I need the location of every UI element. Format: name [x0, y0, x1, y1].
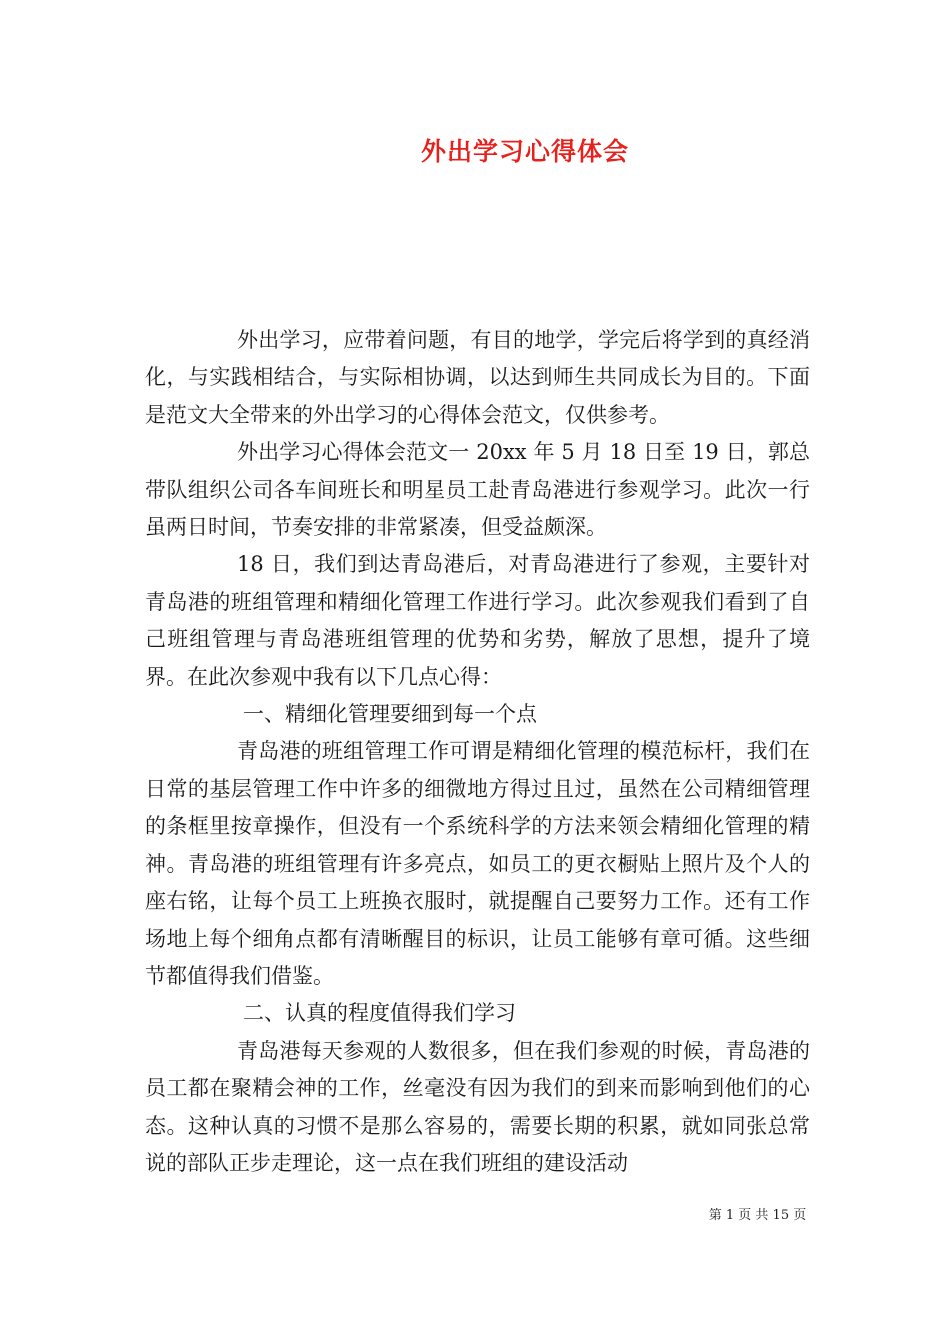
section-heading-1: 一、精细化管理要细到每一个点 — [243, 702, 537, 727]
paragraph-intro: 外出学习，应带着问题，有目的地学，学完后将学到的真经消化，与实践相结合，与实际相协调，以达到师生共同成长为目的。下面是范文大全带来的外出学习的心得体会范文，仅供参考。 — [145, 328, 810, 427]
paragraph-section-2: 青岛港每天参观的人数很多，但在我们参观的时候，青岛港的员工都在聚精会神的工作，丝毫没有因为我们的到来而影响到他们的心态。这种认真的习惯不是那么容易的，需要长期的积累，就如同张总常说的部队正步走理论，这一点在我们班组的建设活动 — [145, 1038, 810, 1175]
section-heading-2: 二、认真的程度值得我们学习 — [243, 1001, 516, 1026]
paragraph-sample-one: 外出学习心得体会范文一 20xx 年 5 月 18 日至 19 日，郭总带队组织公司各车间班长和明星员工赴青岛港进行参观学习。此次一行虽两日时间，节奏安排的非常紧凑，但受益颇深。 — [145, 440, 810, 540]
document-body — [145, 322, 810, 1182]
page-number: 第 1 页 共 15 页 — [708, 1208, 807, 1223]
paragraph-section-1: 青岛港的班组管理工作可谓是精细化管理的模范标杆，我们在日常的基层管理工作中许多的细微地方得过且过，虽然在公司精细管理的条框里按章操作，但没有一个系统科学的方法来领会精细化管理的精神。青岛港的班组管理有许多亮点，如员工的更衣橱贴上照片及个人的座右铭，让每个员工上班换衣服时，就提醒自己要努力工作。还有工作场地上每个细角点都有清晰醒目的标识，让员工能够有章可循。这些细节都值得我们借鉴。 — [145, 739, 810, 988]
document-title: 外出学习心得体会 — [420, 137, 629, 166]
paragraph-visit: 18 日，我们到达青岛港后，对青岛港进行了参观，主要针对青岛港的班组管理和精细化管理工作进行学习。此次参观我们看到了自己班组管理与青岛港班组管理的优势和劣势，解放了思想，提升了境界。在此次参观中我有以下几点心得： — [145, 552, 810, 689]
